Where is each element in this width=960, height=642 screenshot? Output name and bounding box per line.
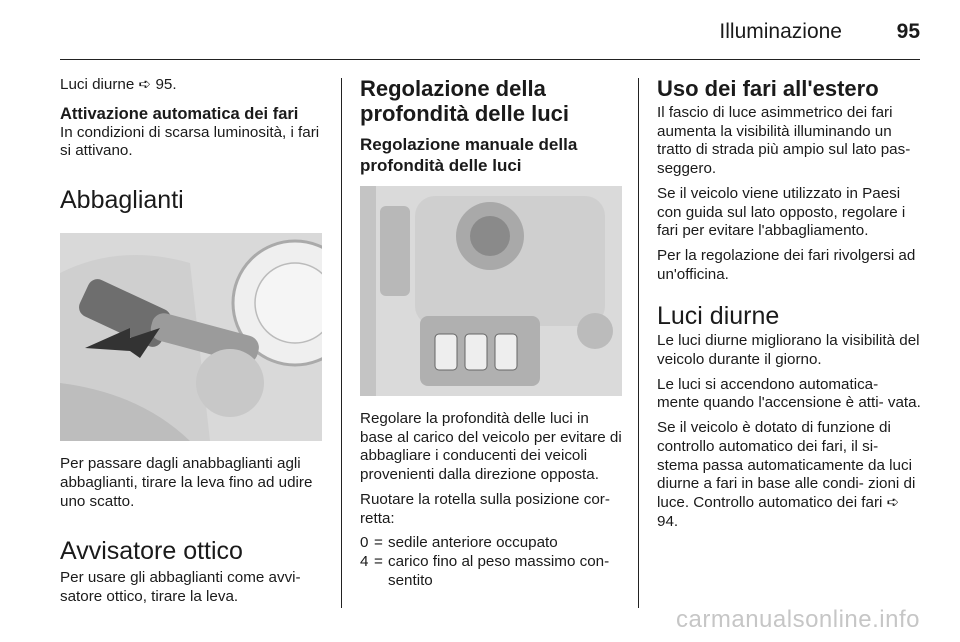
body-regolazione: Regolare la profondità delle luci in base al carico del veicolo per evitare di abbagliare i conducenti dei veicoli provenienti dalla direzione opposta. xyxy=(360,410,622,484)
body-rotella: Ruotare la rotella sulla posizione cor- retta: xyxy=(360,490,610,527)
list-item: 4 = carico fino al peso massimo con- sentito xyxy=(360,552,610,589)
body-estero-1: Il fascio di luce asimmetrico dei fari aumenta la visibilità illuminando un tratto di strada più ampio sul lato pas- seggero. xyxy=(657,104,911,178)
column-divider-1 xyxy=(341,78,342,608)
body-abbaglianti: Per passare dagli anabbaglianti agli abbaglianti, tirare la leva fino ad udire uno scatto. xyxy=(60,455,313,510)
body-diurne-2: Le luci si accendono automatica- mente quando l'accensione è atti- vata. xyxy=(657,375,921,412)
column-divider-2 xyxy=(638,78,639,608)
header-rule xyxy=(60,59,920,60)
sub-text: In condizioni di scarsa luminosità, i fari si attivano. xyxy=(60,123,320,160)
figure-headlight-dial xyxy=(360,186,622,396)
list-item: 0 = sedile anteriore occupato xyxy=(360,534,558,552)
header-title: Illuminazione xyxy=(719,20,842,43)
headlight-dial-illustration xyxy=(360,186,622,396)
column-3 xyxy=(657,76,922,537)
page-number: 95 xyxy=(896,20,920,43)
body-estero-3: Per la regolazione dei fari rivolgersi ad un'officina. xyxy=(657,246,916,283)
body-diurne-1: Le luci diurne migliorano la visibilità del veicolo durante il giorno. xyxy=(657,332,920,369)
watermark: carmanualsonline.info xyxy=(676,606,920,633)
body-diurne-3: Se il veicolo è dotato di funzione di controllo automatico dei fari, il si- stema passa automaticamente da luci diurne a fari in base alle condi- zioni di luce. Controllo automatico dei fari ➪ 94. xyxy=(657,419,916,530)
sub-heading: Attivazione automatica dei fari xyxy=(60,104,299,123)
body-estero-2: Se il veicolo viene utilizzato in Paesi con guida sul lato opposto, regolare i fari per evitare l'abbagliamento. xyxy=(657,184,906,240)
section-title-regolazione: Regolazione della profondità delle luci xyxy=(360,76,570,126)
section-title-abbaglianti: Abbaglianti xyxy=(60,186,184,215)
position-list xyxy=(360,534,622,590)
section-title-luci-diurne: Luci diurne xyxy=(657,302,780,331)
column-1 xyxy=(60,76,325,613)
stalk-lever-illustration xyxy=(60,233,322,441)
column-2 xyxy=(360,76,622,590)
cross-reference: Luci diurne ➪ 95. xyxy=(60,76,177,93)
subsection-title-manuale: Regolazione manuale della profondità delle luci xyxy=(360,135,578,175)
section-title-avvisatore: Avvisatore ottico xyxy=(60,537,243,566)
section-title-estero: Uso dei fari all'estero xyxy=(657,76,879,101)
figure-stalk-lever xyxy=(60,233,322,441)
body-avvisatore: Per usare gli abbaglianti come avvi- satore ottico, tirare la leva. xyxy=(60,569,301,605)
